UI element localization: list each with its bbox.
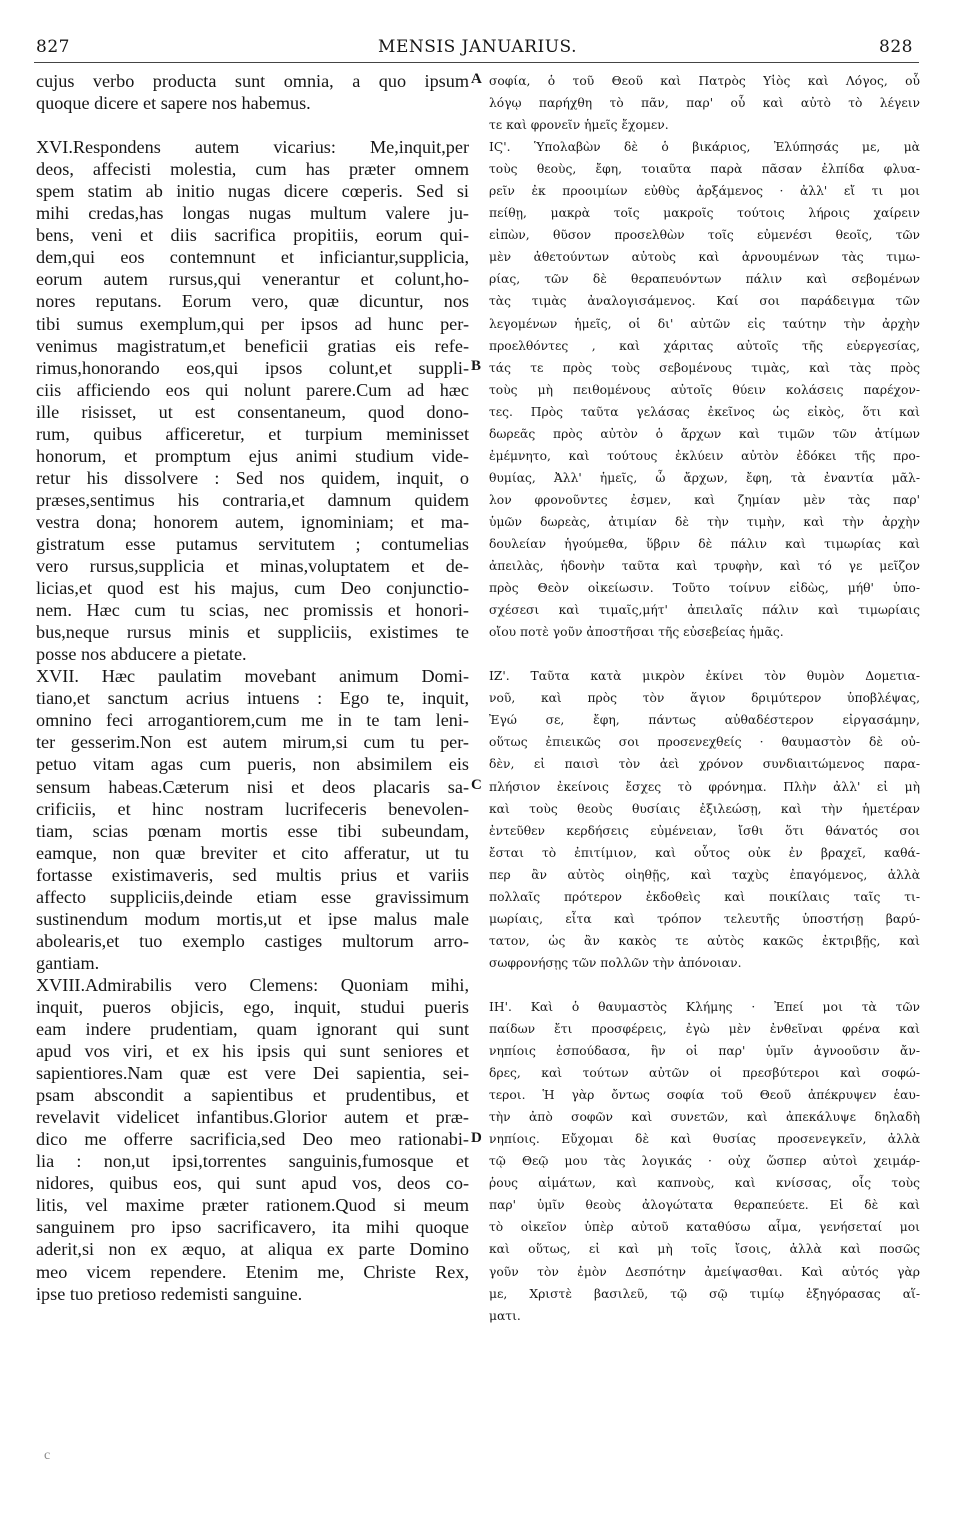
text-line: mihi credas,has longas nugas multum valere ju-	[36, 203, 469, 224]
greek-paragraph-18	[489, 996, 920, 1327]
text-line: affecto suppliciis,deinde etiam esse gravissimum	[36, 886, 469, 907]
text-line: retur his dissolvere : Sed nos quidem, inquit, o	[36, 467, 469, 488]
text-line: quoque dicere et sapere nos habemus.	[36, 93, 311, 114]
text-line: sapientiores.Nam quæ est vere Dei sapientia, sei-	[36, 1063, 469, 1084]
text-line: ΙϚ'. Ὑπολαβὼν δὲ ὁ βικάριος, Ἐλύπησάς με, μὰ	[489, 140, 920, 155]
text-line: εἰπὼν, θῦσον προσελθὼν τοῖς εὐμενέσι θεοῖς, τῶν	[489, 228, 920, 243]
text-line: ῥους αἱμάτων, καὶ καπνοὺς, καὶ κνίσσας, οἷς τοὺς	[489, 1176, 920, 1191]
text-line: ἔσται τὸ ἐπιτίμιον, καὶ οὗτος οὐκ ἐν βραχεῖ, καθά-	[489, 845, 920, 860]
text-line: crificiis, et hinc nostram lucrifeceris benevolen-	[36, 798, 469, 819]
text-line: abolearis,et tuo exemplo castiges multorum arro-	[36, 930, 469, 951]
text-line: sensum habeas.Cæterum nisi et deos placaris sa-	[36, 776, 469, 797]
text-line: ἐντεῦθεν κερδήσεις εὐμένειαν, ἴσθι ὅτι θάνατός σοι	[489, 823, 920, 838]
text-line: dico me offerre sacrificia,sed Deo meo rationabi-	[36, 1129, 469, 1150]
text-line: τοὺς μὴ πειθομένους αὐτοῖς θύειν κολάσεις παρέχον-	[489, 382, 920, 397]
text-line: καὶ τοὺς θεοὺς θυσίαις ἐξιλεώσῃ, καὶ τὴν ἡμετέραν	[489, 801, 920, 816]
paragraph-gap	[36, 114, 469, 136]
text-line: XVI.Respondens autem vicarius: Me,inquit,per	[36, 137, 469, 158]
text-line: καὶ οὕτως, εἰ καὶ μὴ τοῖς ἴσοις, ἀλλὰ καὶ ποσῶς	[489, 1242, 920, 1257]
text-line: παίδων ἔτι προσφέρεις, ἐγὼ μὲν ἐνθεῖναι φρένα καὶ	[489, 1022, 920, 1037]
greek-paragraph-intro	[489, 70, 920, 136]
text-line: πλήσιον ἐκείνοις ἔσχες τὸ φρόνημα. Πλὴν ἀλλ' εἰ μὴ	[489, 779, 920, 794]
text-line: gantiam.	[36, 952, 100, 973]
text-line: ille risisset, ut est consentaneum, quod dono-	[36, 401, 469, 422]
text-line: τοὺς θεοὺς, ἔφη, τοιαῦτα παρὰ πᾶσαν ἐλπίδα φλυα-	[489, 162, 920, 177]
text-line: τάς τε πρὸς τοὺς σεβομένους τιμὰς, καὶ τὰς πρὸς	[489, 360, 920, 375]
text-line: nem. Hæc cum tu scias, nec promissis et honori-	[36, 600, 469, 621]
left-page-number: 827	[36, 37, 70, 57]
text-line: revelavit videlicet infantibus.Glorior autem et præ-	[36, 1107, 469, 1128]
text-line: meo vicem rependere. Etenim me, Christe Rex,	[36, 1261, 469, 1282]
text-line: dem,qui eos contemnunt et inficiantur,supplicia,	[36, 247, 469, 268]
header-rule	[34, 62, 919, 63]
text-line: δουλείαν ἡγούμεθα, ὕβριν δὲ πάλιν καὶ τιμωρίας καὶ	[489, 536, 920, 551]
text-line: τῷ Θεῷ μου τὰς λογικάς · οὐχ ὥσπερ αὐτοὶ χειμάρ-	[489, 1154, 920, 1169]
text-line: πείθῃ, μακρὰ τοῖς μακροῖς τούτοις λήροις χαίρειν	[489, 206, 920, 221]
latin-column	[36, 70, 469, 1305]
text-line: cujus verbo producta sunt omnia, a quo ipsum	[36, 71, 469, 91]
text-line: οὕτως ἐπιεικῶς σοι προσενεχθείς · θαυμαστὸν δὲ οὐ-	[489, 735, 920, 750]
text-line: nores reputans. Eorum vero, quæ dicuntur, nos	[36, 291, 469, 312]
latin-paragraph-xvi	[36, 136, 469, 665]
text-line: σχέσεσι καὶ τιμαῖς,μήτ' ἀπειλαῖς πάλιν καὶ τιμωρίαις	[489, 603, 920, 618]
text-line: λεγομένων ἡμεῖς, οἱ δι' αὐτῶν εἰς ταύτην τὴν ἀρχὴν	[489, 316, 920, 331]
text-line: πολλαῖς πρότερον ἐκδοθεὶς καὶ ποικίλαις ταῖς τι-	[489, 889, 920, 904]
section-marker-c: C	[471, 777, 482, 793]
text-line: ΙΖ'. Ταῦτα κατὰ μικρὸν ἐκίνει τὸν θυμὸν Δομετια-	[489, 669, 920, 684]
text-line: sanguinem pro ipso sacrificavero, ita mihi quoque	[36, 1217, 469, 1238]
text-line: οἴου ποτὲ γοῦν ἀποστῆσαι τῆς εὐσεβείας ἡμᾶς.	[489, 625, 784, 640]
text-line: περ ἂν αὐτὸς οἰηθῇς, καὶ ταχὺς ἐπαγόμενος, ἀλλὰ	[489, 867, 920, 882]
margin-speck: c	[44, 1448, 51, 1463]
text-line: ἀπειλὰς, ἡδονὴν ταῦτα καὶ τρυφὴν, καὶ τό γε μεῖζον	[489, 559, 920, 574]
text-line: vestra dona; honorem autem, ignominiam; et ma-	[36, 511, 469, 532]
text-line: tibi sumus exemplum,qui per ipsos ad hunc per-	[36, 313, 469, 334]
text-line: ὑμῶν δωρεὰς, ἀτιμίαν δὲ τὴν τιμὴν, καὶ τὴν ἀρχὴν	[489, 514, 920, 529]
text-line: petuo vitam agas cum pueris, non absimilem eis	[36, 754, 469, 775]
text-line: μωρίαις, εἶτα καὶ τρόπον τελευτῆς ὑποστήσῃ βαρύ-	[489, 911, 920, 926]
text-line: rum, quibus afficeretur, et turpium meminisset	[36, 423, 469, 444]
text-line: τὸ οἰκεῖον ὑπὲρ αὐτοῦ καταθύσω αἷμα, γενήσεταί μοι	[489, 1220, 920, 1235]
greek-column	[489, 70, 920, 1327]
text-line: XVIII.Admirabilis vero Clemens: Quoniam mihi,	[36, 974, 469, 995]
text-line: licias,et quod est his majus, cum Deo conjunctio-	[36, 578, 469, 599]
text-line: litis, vel maxime præter rationem.Quod si meum	[36, 1195, 469, 1216]
text-line: δρες, καὶ τούτων αὐτῶν οἱ πρεσβύτεροι καὶ σοφώ-	[489, 1066, 920, 1081]
text-line: σοφία, ὁ τοῦ Θεοῦ καὶ Πατρὸς Υἱὸς καὶ Λόγος, οὗ	[489, 74, 920, 88]
text-line: δὲν, εἰ παισὶ τὸν ἀεὶ χρόνον συνδιαιτώμενος παρα-	[489, 757, 920, 772]
text-line: Ἐγώ σε, ἔφη, πάντως αὐθαδέστερον εἰργασάμην,	[489, 713, 920, 728]
text-line: ἐμέμνητο, καὶ τούτους ἐκλύειν αὐτὸν ἐδόκει τῆς προ-	[489, 448, 920, 463]
text-line: tiam, scias pœnam mortis esse tibi subeundam,	[36, 820, 469, 841]
text-line: τατον, ὡς ἂν κακὸς τε αὐτὸς κακῶς ἐκτριβῇς, καὶ	[489, 933, 920, 948]
text-line: θυμίας, Ἀλλ' ἡμεῖς, ὦ ἄρχων, ἔφη, τὰ ἐναντία μᾶλ-	[489, 470, 920, 485]
text-line: lia : non,ut ipsi,torrentes sanguinis,fumosque et	[36, 1151, 469, 1172]
text-line: vero rursus,supplicia et minas,voluptatem et de-	[36, 556, 469, 577]
text-line: gistratum esse putamus servitutem ; contumelias	[36, 533, 469, 554]
text-line: aderit,si non ex æquo, at aliqua ex parte Domino	[36, 1239, 469, 1260]
text-line: μὲν ἀθετούντων αὐτοὺς καὶ ἀρνουμένων τὰς τιμω-	[489, 250, 920, 265]
text-line: rimus,honorando eos,qui ipsos colunt,et suppli-	[36, 357, 469, 378]
greek-paragraph-16	[489, 136, 920, 643]
text-line: νοῦ, καὶ πρὸς τὸν ἅγιον δριμύτερον ὑποβλέψας,	[489, 691, 920, 706]
text-line: eamque, non quæ breviter et cito afferatur, ut tu	[36, 842, 469, 863]
section-marker-b: B	[471, 358, 482, 374]
text-line: προελθόντες , καὶ χάριτας αὐτοῖς τῆς εὐεργεσίας,	[489, 338, 920, 353]
text-line: ΙΗ'. Καὶ ὁ θαυμαστὸς Κλήμης · Ἐπεί μοι τὰ τῶν	[489, 999, 920, 1014]
text-line: λον φρονοῦντες ἐσμεν, καὶ ζημίαν μὲν τὰς παρ'	[489, 492, 920, 507]
text-line: spem statim ab initio nugas dicere cœperis. Sed si	[36, 181, 469, 202]
text-line: posse nos abducere a pietate.	[36, 644, 247, 665]
text-line: bens, veni et diis sacrifica propitiis, eorum qui-	[36, 225, 469, 246]
latin-paragraph-intro	[36, 70, 469, 114]
text-line: apud vos viri, et ex his ipsis qui sunt seniores et	[36, 1041, 469, 1062]
text-line: tiano,et sanctum acrius intuens : Ego te, inquit,	[36, 688, 469, 709]
text-line: eam indere prudentiam, quam ignorant qui sunt	[36, 1019, 469, 1040]
latin-paragraph-xvii	[36, 665, 469, 974]
text-line: omnino feci arrogantiorem,cum me in te tam leni-	[36, 710, 469, 731]
text-line: τε καὶ φρονεῖν ἡμεῖς ἔχομεν.	[489, 118, 669, 133]
section-marker-a: A	[471, 71, 482, 87]
text-line: inquit, pueros objicis, ego, inquit, studui pueris	[36, 996, 469, 1017]
text-line: λόγῳ παρήχθη τὸ πᾶν, παρ' οὗ καὶ αὐτὸ τὸ λέγειν	[489, 96, 920, 111]
paragraph-gap	[489, 643, 920, 665]
paragraph-gap	[489, 974, 920, 996]
text-line: τὰς τιμὰς ἀναλογισάμενος. Καί σοι παράδειγμα τῶν	[489, 294, 920, 309]
text-line: γοῦν τὸν ἐμὸν Δεσπότην ἀμείψασθαι. Καὶ αὐτός γὰρ	[489, 1264, 920, 1279]
text-line: psam abscondit a sapientibus et prudentibus, et	[36, 1085, 469, 1106]
right-page-number: 828	[879, 37, 913, 57]
text-line: ρίας, τῶν δὲ θεραπευόντων πάλιν καὶ σεβομένων	[489, 272, 920, 287]
text-line: deos, affecisti molestia, cum has præter omnem	[36, 159, 469, 180]
text-line: fortasse existimaveris, sed multis prius et variis	[36, 864, 469, 885]
text-line: præses,sentimus his contraria,et damnum quidem	[36, 489, 469, 510]
text-line: ματι.	[489, 1308, 521, 1323]
text-line: νηπίοις. Εὔχομαι δὲ καὶ θυσίας προσενεγκεῖν, ἀλλὰ	[489, 1132, 920, 1147]
text-line: eorum autem rursus,qui venerantur et colunt,ho-	[36, 269, 469, 290]
text-line: τες. Πρὸς ταῦτα γελάσας ἐκεῖνος ὡς εἰκὸς, ὅτι καὶ	[489, 404, 920, 419]
section-marker-d: D	[471, 1130, 482, 1146]
text-line: νηπίοις ἐσπούδασα, ἣν οἱ παρ' ὑμῖν ἀγνοοῦσιν ἄν-	[489, 1044, 920, 1059]
text-line: ipse tuo pretioso redemisti sanguine.	[36, 1283, 303, 1304]
text-line: ter gesserim.Non est autem mirum,si cum tu per-	[36, 732, 469, 753]
text-line: nidores, quibus eos, qui sunt apud vos, deos co-	[36, 1173, 469, 1194]
text-line: ciis afficiendo eos qui nolunt parere.Cum ad hæc	[36, 379, 469, 400]
text-line: honorum, et promptum ejus animi studium vide-	[36, 445, 469, 466]
text-line: με, Χριστὲ βασιλεῦ, τῷ σῷ τιμίῳ ἐξηγόρασας αἵ-	[489, 1286, 920, 1301]
text-line: bus,neque rursus minis et suppliciis, existimes te	[36, 622, 469, 643]
text-line: ρεῖν ἐκ προοιμίων εὐθὺς ἀρξάμενος · ἀλλ' εἴ τι μοι	[489, 184, 920, 199]
text-line: sustinendum modum mortis,ut et ipse malus male	[36, 908, 469, 929]
text-line: παρ' ὑμῖν θεοὺς ἀλογώτατα θεραπεύετε. Εἰ δὲ καὶ	[489, 1198, 920, 1213]
text-line: τεροι. Ἡ γὰρ ὄντως σοφία τοῦ Θεοῦ ἀπέκρυψεν ἑαυ-	[489, 1088, 920, 1103]
running-title: MENSIS JANUARIUS.	[378, 37, 577, 57]
text-line: venimus magistratum,et beneficii gratias eis refe-	[36, 335, 469, 356]
latin-paragraph-xviii	[36, 974, 469, 1305]
text-line: σωφρονήσῃς τῶν πολλῶν τὴν ἀπόνοιαν.	[489, 955, 742, 970]
greek-paragraph-17	[489, 665, 920, 974]
text-line: πρὸς Θεὸν οἰκείωσιν. Τοῦτο τοίνυν εἰδὼς, μήθ' ὑπο-	[489, 581, 920, 596]
text-line: τὴν ἀπὸ σοφῶν καὶ συνετῶν, καὶ ἀπεκάλυψε δηλαδὴ	[489, 1110, 920, 1125]
text-line: δωρεᾶς πρὸς αὐτὸν ὁ ἄρχων καὶ τιμῶν τῶν ἀτίμων	[489, 426, 920, 441]
text-line: XVII. Hæc paulatim movebant animum Domi-	[36, 666, 469, 687]
